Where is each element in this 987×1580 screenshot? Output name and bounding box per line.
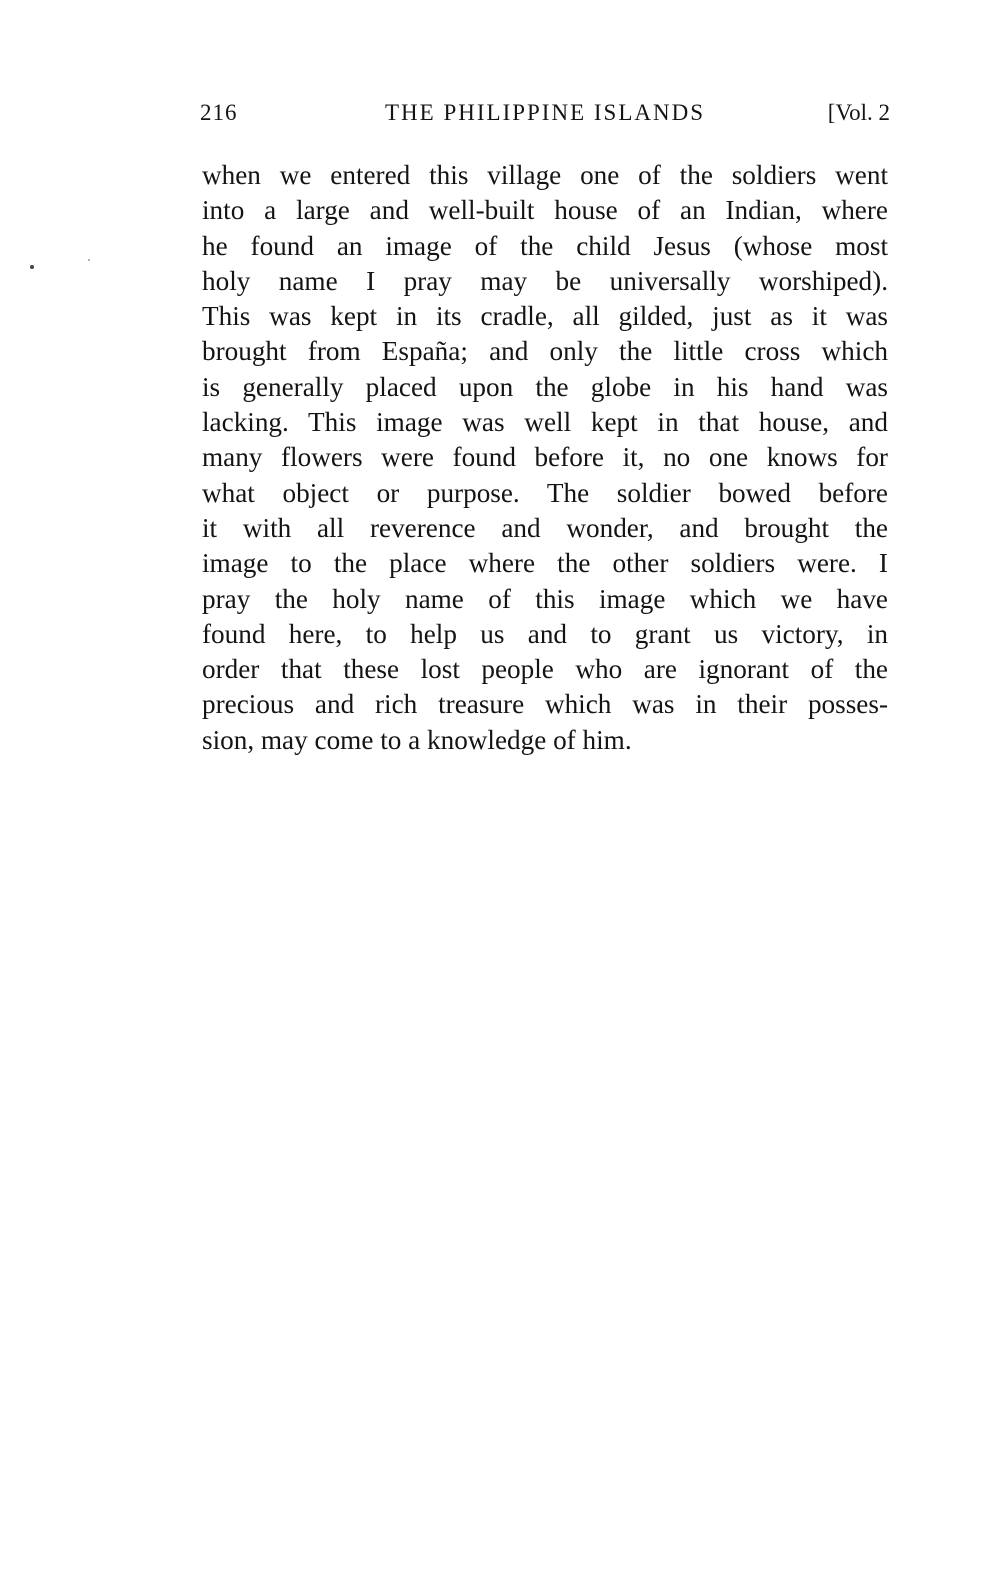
running-header bbox=[200, 100, 890, 132]
running-title: THE PHILIPPINE ISLANDS bbox=[385, 100, 705, 125]
body-text bbox=[202, 158, 888, 758]
text-line: found here, to help us and to grant us victory, in bbox=[202, 618, 888, 649]
text-line: This was kept in its cradle, all gilded, just as it was bbox=[202, 301, 888, 332]
page-number: 216 bbox=[200, 100, 238, 125]
text-line: sion, may come to a knowledge of him. bbox=[202, 724, 632, 755]
text-line: he found an image of the child Jesus (whose most bbox=[202, 230, 888, 261]
scan-speck bbox=[88, 259, 90, 261]
text-line: holy name I pray may be universally worshiped). bbox=[202, 265, 888, 296]
text-line: pray the holy name of this image which we have bbox=[202, 583, 888, 614]
text-line: order that these lost people who are ignorant of the bbox=[202, 654, 888, 685]
text-line: is generally placed upon the globe in his hand was bbox=[202, 371, 888, 402]
text-line: it with all reverence and wonder, and brought the bbox=[202, 512, 888, 543]
scan-speck bbox=[30, 265, 34, 269]
text-line: many flowers were found before it, no one knows for bbox=[202, 442, 888, 473]
text-line: image to the place where the other soldiers were. I bbox=[202, 548, 888, 579]
volume-label: [Vol. 2 bbox=[827, 100, 890, 125]
text-line: precious and rich treasure which was in their posses- bbox=[202, 689, 888, 720]
text-line: lacking. This image was well kept in that house, and bbox=[202, 407, 888, 438]
text-line: brought from España; and only the little cross which bbox=[202, 336, 888, 367]
text-line: into a large and well-built house of an Indian, where bbox=[202, 195, 888, 226]
text-line: what object or purpose. The soldier bowed before bbox=[202, 477, 888, 508]
text-line: when we entered this village one of the soldiers went bbox=[202, 160, 888, 190]
